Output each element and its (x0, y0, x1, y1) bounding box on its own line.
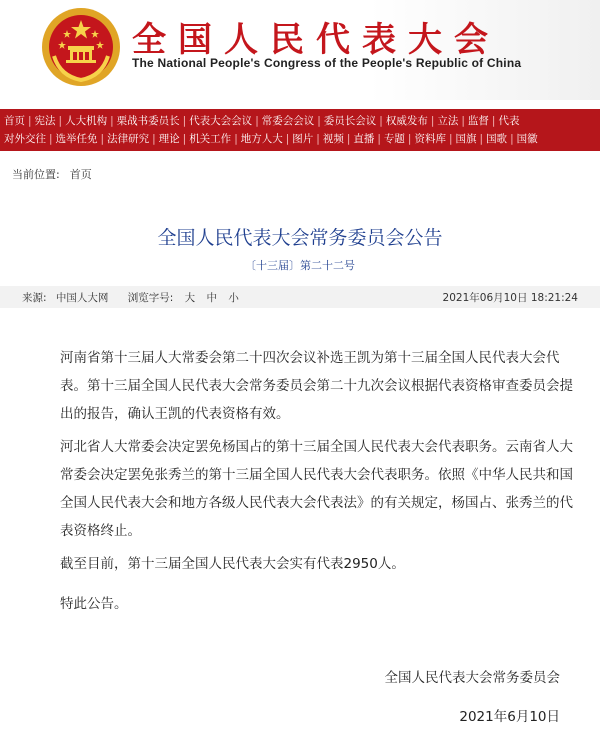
nav-separator: | (234, 133, 238, 145)
nav-row-2 (4, 132, 538, 146)
nav-item-live[interactable]: 直播 (353, 133, 375, 145)
signature-date: 2021年6月10日 (459, 709, 560, 725)
nav-separator: | (182, 115, 187, 127)
nav-separator: | (317, 115, 321, 127)
font-size-medium-button[interactable]: 中 (206, 292, 217, 304)
breadcrumb-label: 当前位置: (12, 168, 60, 181)
nav-item-council-meetings[interactable]: 委员长会议 (323, 115, 377, 127)
site-title-en: The National People's Congress of the People's Republic of China (132, 56, 522, 70)
nav-separator: | (110, 115, 114, 127)
nav-item-local-congresses[interactable]: 地方人大 (240, 133, 283, 145)
nav-separator: | (479, 133, 484, 145)
nav-item-agency-work[interactable]: 机关工作 (189, 133, 232, 145)
article-subtitle: 〔十三届〕第二十二号 (245, 259, 355, 272)
nav-item-congress-sessions[interactable]: 代表大会会议 (189, 115, 253, 127)
nav-item-supervision[interactable]: 监督 (467, 115, 489, 127)
nav-separator: | (182, 133, 187, 145)
article-title: 全国人民代表大会常务委员会公告 (157, 227, 443, 249)
nav-separator: | (255, 115, 259, 127)
nav-row-1 (4, 114, 519, 128)
article-paragraph: 河北省人大常委会决定罢免杨国占的第十三届全国人民代表大会代表职务。云南省人大常委会决定罢免张秀兰的第十三届全国人民代表大会代表职务。依照《中华人民共和国全国人民代表大会和地方各级人民代表大会代表法》的有关规定，杨国占、张秀兰的代表资格终止。 (60, 439, 573, 539)
article-paragraph: 截至目前，第十三届全国人民代表大会实有代表2950人。 (60, 556, 405, 572)
nav-item-chairman[interactable]: 栗战书委员长 (116, 115, 180, 127)
article-paragraph: 特此公告。 (60, 596, 128, 612)
nav-item-pictures[interactable]: 图片 (292, 133, 314, 145)
site-title-cn[interactable]: 全国人民代表大会 (132, 20, 500, 60)
nav-separator: | (430, 115, 435, 127)
nav-item-legal-research[interactable]: 法律研究 (107, 133, 150, 145)
nav-separator: | (316, 133, 320, 145)
nav-item-standing-committee[interactable]: 常委会会议 (261, 115, 315, 127)
breadcrumb-home-link[interactable]: 首页 (69, 168, 92, 181)
publish-datetime: 2021年06月10日 18:21:24 (442, 292, 578, 304)
nav-item-emblem[interactable]: 国徽 (516, 133, 538, 145)
article-meta-bar (0, 286, 600, 308)
font-size-large-button[interactable]: 大 (184, 292, 196, 304)
nav-item-anthem[interactable]: 国歌 (486, 133, 508, 145)
nav-item-topics[interactable]: 专题 (383, 133, 405, 145)
nav-separator: | (448, 133, 453, 145)
nav-item-flag[interactable]: 国旗 (455, 133, 477, 145)
national-emblem-icon[interactable] (40, 6, 122, 88)
nav-separator: | (28, 115, 32, 127)
nav-separator: | (285, 133, 290, 145)
nav-separator: | (346, 133, 351, 145)
font-size-small-button[interactable]: 小 (228, 292, 239, 304)
source-label: 来源: (22, 292, 47, 304)
nav-item-home[interactable]: 首页 (4, 115, 25, 127)
nav-separator: | (152, 133, 156, 145)
nav-item-institutions[interactable]: 人大机构 (65, 115, 108, 127)
nav-item-videos[interactable]: 视频 (322, 133, 344, 145)
nav-item-database[interactable]: 资料库 (414, 133, 446, 145)
nav-separator: | (407, 133, 412, 145)
nav-separator: | (377, 133, 381, 145)
nav-separator: | (49, 133, 53, 145)
nav-separator: | (58, 115, 63, 127)
nav-item-releases[interactable]: 权威发布 (385, 115, 428, 127)
article-paragraph: 河南省第十三届人大常委会第二十四次会议补选王凯为第十三届全国人民代表大会代表。第十三届全国人民代表大会常务委员会第二十九次会议根据代表资格审查委员会提出的报告，确认王凯的代表资格有效。 (60, 350, 573, 422)
meta-left (22, 290, 239, 305)
nav-item-legislation[interactable]: 立法 (437, 115, 459, 127)
nav-item-theory[interactable]: 理论 (158, 133, 180, 145)
site-header (0, 0, 600, 100)
nav-separator: | (491, 115, 496, 127)
source-value: 中国人大网 (55, 292, 109, 304)
nav-separator: | (379, 115, 383, 127)
nav-item-elections[interactable]: 选举任免 (55, 133, 98, 145)
breadcrumb (12, 166, 92, 182)
nav-separator: | (100, 133, 105, 145)
nav-item-foreign-affairs[interactable]: 对外交往 (4, 133, 46, 145)
nav-separator: | (510, 133, 514, 145)
nav-item-constitution[interactable]: 宪法 (34, 115, 56, 127)
font-size-label: 浏览字号: (127, 292, 174, 304)
main-nav (0, 109, 600, 151)
signature-organization: 全国人民代表大会常务委员会 (384, 670, 560, 686)
nav-separator: | (461, 115, 465, 127)
nav-item-deputies[interactable]: 代表 (498, 115, 520, 127)
